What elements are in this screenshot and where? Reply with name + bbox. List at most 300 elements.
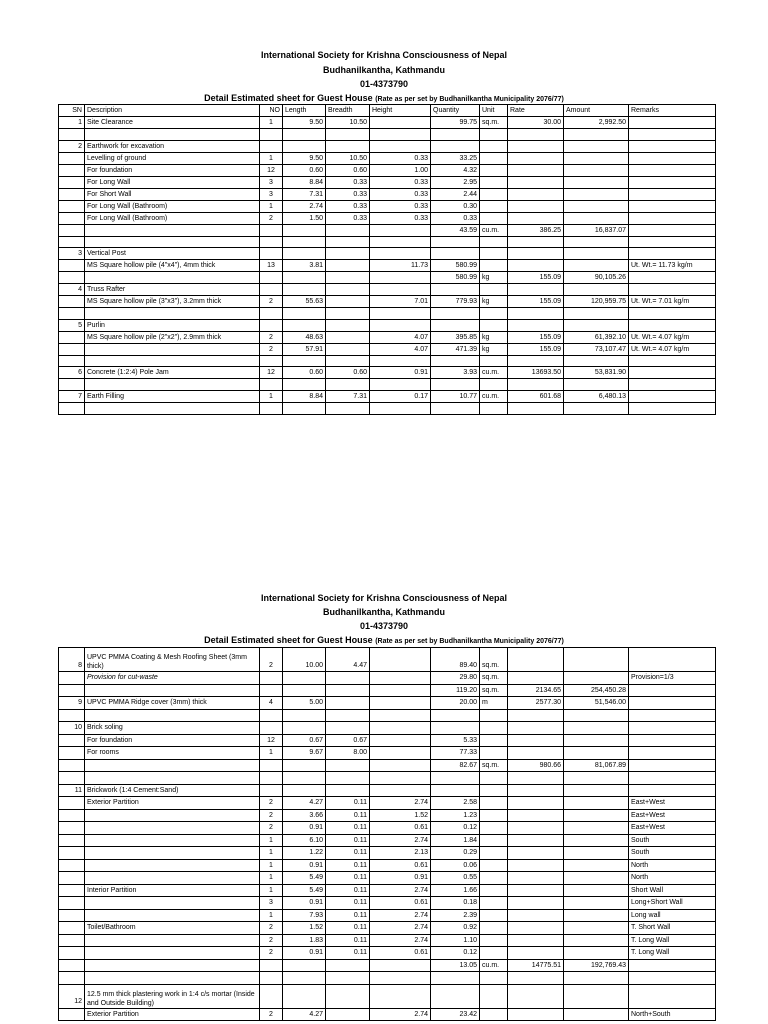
cell-unit: [480, 847, 508, 860]
cell-quantity: [431, 722, 480, 735]
cell-rate: [508, 934, 564, 947]
cell-sn: [59, 684, 85, 697]
cell-height: 0.17: [370, 390, 431, 402]
cell-unit: [480, 236, 508, 248]
cell-quantity: 77.33: [431, 747, 480, 760]
cell-remarks: [629, 188, 716, 200]
cell-remarks: [629, 390, 716, 402]
cell-unit: cu.m.: [480, 959, 508, 972]
cell-description: MS Square hollow pile (4"x4"), 4mm thick: [85, 260, 260, 272]
cell-height: [370, 759, 431, 772]
cell-height: [370, 355, 431, 367]
cell-remarks: North: [629, 859, 716, 872]
cell-rate: 155.09: [508, 343, 564, 355]
cell-amount: [564, 734, 629, 747]
cell-length: 1.50: [283, 212, 326, 224]
cell-unit: [480, 909, 508, 922]
cell-breadth: 0.11: [326, 822, 370, 835]
org-name: International Society for Krishna Consciousness of Nepal: [260, 50, 508, 60]
cell-rate: [508, 809, 564, 822]
cell-description: [85, 809, 260, 822]
cell-remarks: South: [629, 847, 716, 860]
cell-height: [370, 129, 431, 141]
cell-breadth: [326, 248, 370, 260]
cell-no: 2: [260, 934, 283, 947]
cell-length: 7.31: [283, 188, 326, 200]
cell-rate: 601.68: [508, 390, 564, 402]
cell-remarks: [629, 129, 716, 141]
cell-rate: [508, 176, 564, 188]
cell-amount: 81,067.89: [564, 759, 629, 772]
cell-rate: [508, 308, 564, 320]
cell-description: UPVC PMMA Ridge cover (3mm) thick: [85, 697, 260, 710]
cell-no: 2: [260, 922, 283, 935]
cell-breadth: [326, 972, 370, 985]
cell-height: [370, 248, 431, 260]
column-header-remarks: Remarks: [629, 105, 716, 117]
cell-length: [283, 236, 326, 248]
cell-height: 2.74: [370, 922, 431, 935]
cell-amount: [564, 1008, 629, 1021]
cell-description: [85, 308, 260, 320]
cell-no: 2: [260, 947, 283, 960]
table-row: [59, 272, 716, 284]
cell-unit: [480, 129, 508, 141]
cell-sn: [59, 296, 85, 308]
cell-remarks: [629, 176, 716, 188]
cell-sn: [59, 1008, 85, 1021]
cell-amount: 6,480.13: [564, 390, 629, 402]
cell-amount: 53,831.90: [564, 367, 629, 379]
cell-breadth: 0.11: [326, 884, 370, 897]
cell-remarks: [629, 212, 716, 224]
cell-sn: 9: [59, 697, 85, 710]
cell-no: 2: [260, 296, 283, 308]
cell-sn: [59, 734, 85, 747]
cell-length: 55.63: [283, 296, 326, 308]
cell-amount: [564, 236, 629, 248]
cell-breadth: [326, 959, 370, 972]
cell-length: 0.60: [283, 367, 326, 379]
cell-breadth: [326, 984, 370, 1008]
cell-description: [85, 822, 260, 835]
cell-sn: 3: [59, 248, 85, 260]
cell-no: 2: [260, 1008, 283, 1021]
table-row: [59, 922, 716, 935]
cell-remarks: North: [629, 872, 716, 885]
cell-rate: [508, 379, 564, 391]
table-row: [59, 859, 716, 872]
cell-rate: [508, 897, 564, 910]
cell-unit: kg: [480, 331, 508, 343]
cell-height: [370, 402, 431, 414]
cell-remarks: [629, 697, 716, 710]
cell-rate: [508, 834, 564, 847]
cell-unit: [480, 140, 508, 152]
table-row: [59, 809, 716, 822]
table-row: [59, 909, 716, 922]
cell-quantity: [431, 129, 480, 141]
cell-unit: [480, 200, 508, 212]
cell-breadth: [326, 129, 370, 141]
table-row: [59, 784, 716, 797]
cell-length: 9.50: [283, 117, 326, 129]
table-row: [59, 236, 716, 248]
cell-description: [85, 872, 260, 885]
cell-height: 0.33: [370, 188, 431, 200]
cell-description: MS Square hollow pile (2"x2"), 2.9mm thick: [85, 331, 260, 343]
cell-height: [370, 648, 431, 672]
cell-length: 6.10: [283, 834, 326, 847]
cell-quantity: 0.33: [431, 212, 480, 224]
column-header-length: Length: [283, 105, 326, 117]
cell-rate: [508, 784, 564, 797]
cell-unit: [480, 248, 508, 260]
sheet-title: [0, 94, 768, 103]
estimate-table-page1: [58, 104, 716, 415]
cell-breadth: [326, 343, 370, 355]
cell-no: [260, 709, 283, 722]
table-row: [59, 343, 716, 355]
cell-amount: [564, 284, 629, 296]
cell-remarks: Ut. Wt.= 4.07 kg/m: [629, 343, 716, 355]
cell-no: [260, 319, 283, 331]
cell-description: [85, 224, 260, 236]
cell-length: [283, 709, 326, 722]
cell-quantity: [431, 284, 480, 296]
column-header-amount: Amount: [564, 105, 629, 117]
cell-no: [260, 224, 283, 236]
cell-rate: [508, 822, 564, 835]
cell-unit: [480, 176, 508, 188]
cell-sn: [59, 834, 85, 847]
column-header-sn: SN: [59, 105, 85, 117]
cell-unit: [480, 897, 508, 910]
cell-amount: [564, 722, 629, 735]
cell-length: 5.49: [283, 884, 326, 897]
cell-quantity: 82.67: [431, 759, 480, 772]
cell-no: 1: [260, 884, 283, 897]
cell-length: [283, 379, 326, 391]
cell-sn: [59, 260, 85, 272]
cell-amount: [564, 140, 629, 152]
cell-amount: [564, 260, 629, 272]
cell-remarks: [629, 734, 716, 747]
cell-height: [370, 772, 431, 785]
cell-unit: cu.m.: [480, 390, 508, 402]
cell-quantity: 33.25: [431, 152, 480, 164]
cell-description: Toilet/Bathroom: [85, 922, 260, 935]
cell-amount: [564, 984, 629, 1008]
cell-rate: [508, 984, 564, 1008]
cell-remarks: [629, 355, 716, 367]
cell-length: [283, 959, 326, 972]
cell-length: [283, 248, 326, 260]
cell-height: 4.07: [370, 343, 431, 355]
cell-remarks: [629, 117, 716, 129]
cell-amount: [564, 672, 629, 685]
cell-rate: [508, 734, 564, 747]
cell-description: Exterior Partition: [85, 1008, 260, 1021]
cell-length: 5.00: [283, 697, 326, 710]
column-header-rate: Rate: [508, 105, 564, 117]
cell-rate: [508, 947, 564, 960]
table-row: [59, 884, 716, 897]
cell-sn: [59, 972, 85, 985]
table-row: [59, 260, 716, 272]
cell-remarks: [629, 959, 716, 972]
cell-breadth: 0.11: [326, 909, 370, 922]
cell-remarks: [629, 648, 716, 672]
cell-rate: [508, 164, 564, 176]
cell-description: [85, 772, 260, 785]
cell-height: [370, 709, 431, 722]
cell-no: 1: [260, 390, 283, 402]
cell-height: 4.07: [370, 331, 431, 343]
cell-description: Concrete (1:2:4) Pole Jam: [85, 367, 260, 379]
table-row: [59, 759, 716, 772]
cell-no: [260, 248, 283, 260]
cell-no: [260, 672, 283, 685]
cell-sn: [59, 308, 85, 320]
cell-no: [260, 355, 283, 367]
cell-amount: [564, 747, 629, 760]
table-row: [59, 176, 716, 188]
cell-amount: [564, 884, 629, 897]
cell-height: 2.74: [370, 909, 431, 922]
table-row: [59, 390, 716, 402]
cell-rate: [508, 1008, 564, 1021]
cell-amount: 120,959.75: [564, 296, 629, 308]
cell-description: Interior Partition: [85, 884, 260, 897]
cell-height: 2.74: [370, 797, 431, 810]
cell-sn: 2: [59, 140, 85, 152]
cell-breadth: 0.60: [326, 164, 370, 176]
cell-unit: [480, 722, 508, 735]
cell-breadth: [326, 672, 370, 685]
cell-breadth: [326, 272, 370, 284]
cell-breadth: 0.60: [326, 367, 370, 379]
cell-no: 1: [260, 117, 283, 129]
cell-no: 13: [260, 260, 283, 272]
cell-length: 9.67: [283, 747, 326, 760]
cell-description: [85, 129, 260, 141]
cell-no: [260, 972, 283, 985]
table-row: [59, 402, 716, 414]
table-row: [59, 972, 716, 985]
cell-quantity: 0.92: [431, 922, 480, 935]
cell-breadth: 4.47: [326, 648, 370, 672]
cell-height: [370, 319, 431, 331]
cell-no: [260, 236, 283, 248]
table-row: [59, 140, 716, 152]
cell-quantity: 471.39: [431, 343, 480, 355]
cell-breadth: [326, 224, 370, 236]
cell-remarks: [629, 284, 716, 296]
cell-breadth: 0.33: [326, 176, 370, 188]
cell-breadth: [326, 684, 370, 697]
cell-sn: [59, 224, 85, 236]
cell-quantity: [431, 402, 480, 414]
cell-amount: [564, 152, 629, 164]
cell-quantity: [431, 308, 480, 320]
cell-height: [370, 672, 431, 685]
cell-quantity: 10.77: [431, 390, 480, 402]
cell-quantity: 13.05: [431, 959, 480, 972]
cell-rate: [508, 847, 564, 860]
cell-description: Earth Filling: [85, 390, 260, 402]
cell-rate: 14775.51: [508, 959, 564, 972]
cell-amount: [564, 934, 629, 947]
cell-sn: [59, 822, 85, 835]
cell-remarks: East+West: [629, 822, 716, 835]
cell-description: For rooms: [85, 747, 260, 760]
cell-sn: [59, 709, 85, 722]
cell-length: 5.49: [283, 872, 326, 885]
cell-length: [283, 140, 326, 152]
cell-breadth: [326, 355, 370, 367]
cell-unit: [480, 934, 508, 947]
cell-no: [260, 684, 283, 697]
cell-breadth: 10.50: [326, 152, 370, 164]
table-row: [59, 648, 716, 672]
cell-sn: [59, 672, 85, 685]
address-2: Budhanilkantha, Kathmandu: [322, 607, 445, 617]
cell-rate: [508, 402, 564, 414]
cell-breadth: [326, 759, 370, 772]
cell-description: [85, 684, 260, 697]
cell-description: For foundation: [85, 164, 260, 176]
cell-sn: 4: [59, 284, 85, 296]
cell-remarks: [629, 759, 716, 772]
cell-description: Exterior Partition: [85, 797, 260, 810]
cell-no: 1: [260, 152, 283, 164]
cell-breadth: 0.11: [326, 834, 370, 847]
cell-rate: [508, 772, 564, 785]
cell-height: 0.91: [370, 367, 431, 379]
cell-length: 0.91: [283, 822, 326, 835]
cell-quantity: [431, 355, 480, 367]
cell-breadth: 10.50: [326, 117, 370, 129]
table-row: [59, 822, 716, 835]
cell-no: 1: [260, 200, 283, 212]
cell-description: MS Square hollow pile (3"x3"), 3.2mm thick: [85, 296, 260, 308]
cell-unit: [480, 784, 508, 797]
cell-sn: [59, 959, 85, 972]
cell-quantity: 0.55: [431, 872, 480, 885]
cell-height: [370, 784, 431, 797]
cell-sn: 6: [59, 367, 85, 379]
cell-rate: [508, 200, 564, 212]
cell-breadth: [326, 722, 370, 735]
cell-description: Purlin: [85, 319, 260, 331]
cell-unit: [480, 772, 508, 785]
cell-breadth: [326, 331, 370, 343]
cell-unit: [480, 834, 508, 847]
phone: 01-4373790: [359, 79, 409, 89]
cell-height: 0.61: [370, 947, 431, 960]
cell-description: [85, 847, 260, 860]
cell-quantity: [431, 236, 480, 248]
cell-unit: [480, 188, 508, 200]
cell-remarks: [629, 319, 716, 331]
cell-remarks: [629, 772, 716, 785]
table-row: [59, 797, 716, 810]
table-row: [59, 200, 716, 212]
cell-remarks: Ut. Wt.= 7.01 kg/m: [629, 296, 716, 308]
cell-height: [370, 984, 431, 1008]
table-row: [59, 684, 716, 697]
cell-rate: 13693.50: [508, 367, 564, 379]
cell-remarks: East+West: [629, 797, 716, 810]
cell-height: [370, 236, 431, 248]
table-row: [59, 296, 716, 308]
cell-rate: [508, 319, 564, 331]
table-row: [59, 847, 716, 860]
cell-length: [283, 355, 326, 367]
cell-sn: [59, 236, 85, 248]
cell-breadth: 0.11: [326, 809, 370, 822]
table-row: [59, 117, 716, 129]
cell-quantity: 1.10: [431, 934, 480, 947]
cell-remarks: [629, 784, 716, 797]
cell-rate: [508, 152, 564, 164]
cell-length: 10.00: [283, 648, 326, 672]
cell-remarks: Long wall: [629, 909, 716, 922]
cell-rate: 30.00: [508, 117, 564, 129]
cell-description: 12.5 mm thick plastering work in 1:4 c/s mortar (Inside and Outside Building): [85, 984, 260, 1008]
cell-height: 2.74: [370, 884, 431, 897]
cell-no: 1: [260, 872, 283, 885]
cell-no: [260, 284, 283, 296]
cell-rate: [508, 212, 564, 224]
cell-unit: [480, 402, 508, 414]
cell-amount: [564, 402, 629, 414]
cell-breadth: [326, 308, 370, 320]
cell-unit: [480, 709, 508, 722]
cell-amount: [564, 176, 629, 188]
cell-length: [283, 784, 326, 797]
table-row: [59, 984, 716, 1008]
cell-unit: [480, 747, 508, 760]
table-row: [59, 331, 716, 343]
cell-height: [370, 747, 431, 760]
cell-breadth: [326, 236, 370, 248]
cell-length: [283, 772, 326, 785]
cell-no: [260, 759, 283, 772]
cell-breadth: 0.33: [326, 188, 370, 200]
cell-height: 2.74: [370, 1008, 431, 1021]
cell-sn: 11: [59, 784, 85, 797]
cell-no: [260, 772, 283, 785]
cell-quantity: 5.33: [431, 734, 480, 747]
cell-length: [283, 722, 326, 735]
cell-quantity: 43.59: [431, 224, 480, 236]
cell-sn: [59, 884, 85, 897]
cell-amount: [564, 847, 629, 860]
cell-amount: 90,105.26: [564, 272, 629, 284]
cell-no: 1: [260, 747, 283, 760]
cell-breadth: 0.11: [326, 797, 370, 810]
cell-length: [283, 224, 326, 236]
cell-rate: 386.25: [508, 224, 564, 236]
table-row: [59, 367, 716, 379]
cell-no: [260, 402, 283, 414]
cell-breadth: [326, 697, 370, 710]
cell-description: [85, 897, 260, 910]
cell-rate: [508, 972, 564, 985]
table-row: [59, 308, 716, 320]
